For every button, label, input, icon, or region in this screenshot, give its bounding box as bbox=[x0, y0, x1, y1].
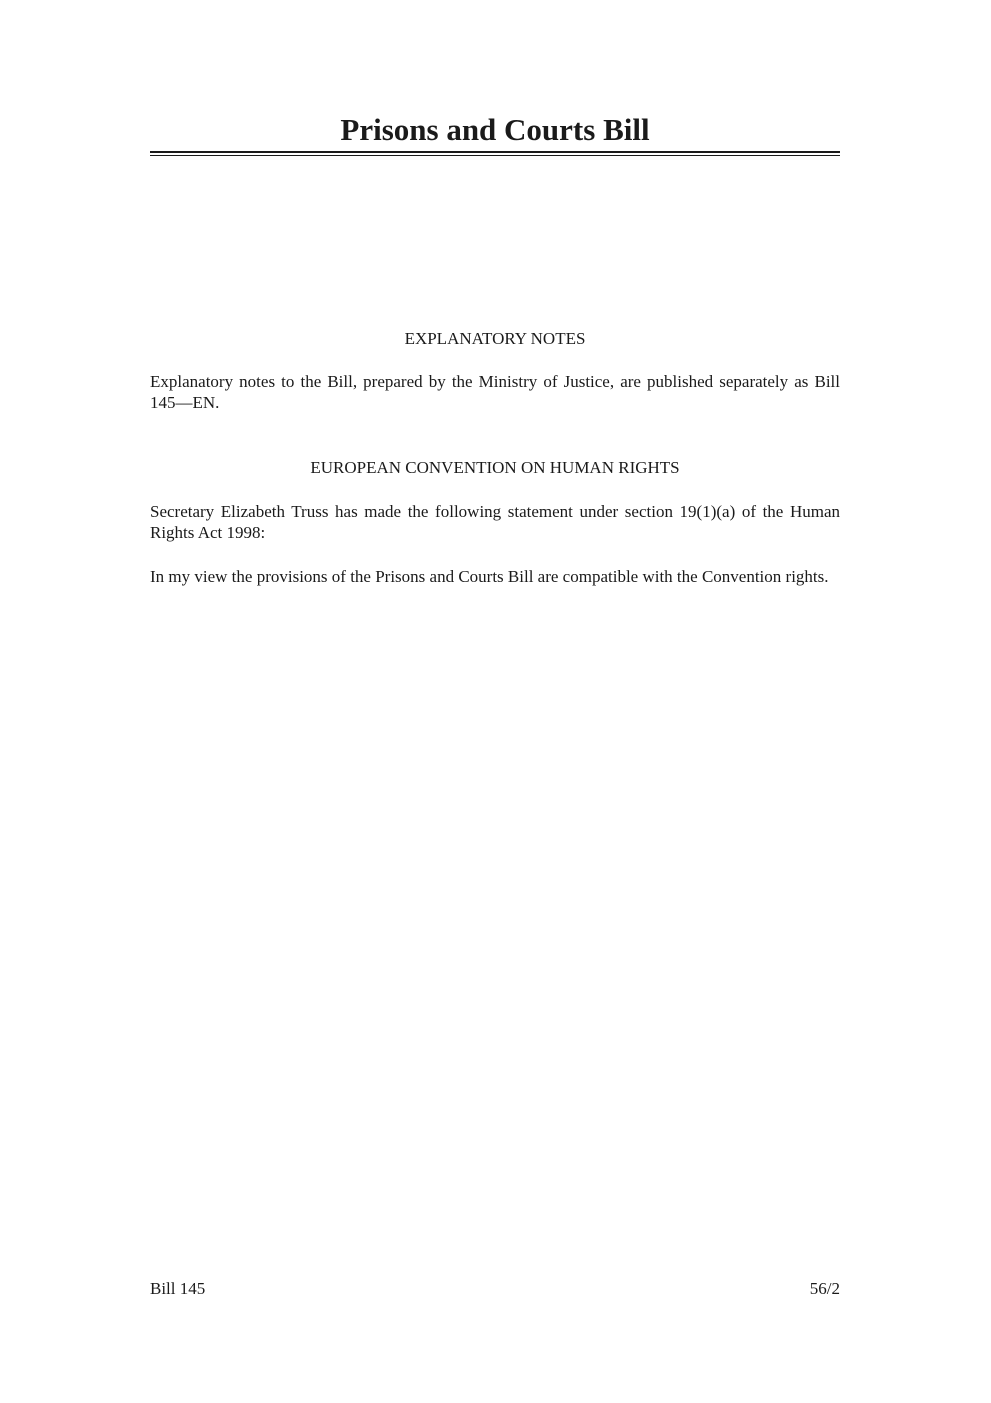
footer-print-reference: 56/2 bbox=[809, 1279, 840, 1298]
title-double-rule-top bbox=[150, 151, 840, 153]
title-double-rule-bottom bbox=[150, 155, 840, 156]
section-heading-echr: EUROPEAN CONVENTION ON HUMAN RIGHTS bbox=[310, 458, 680, 477]
document-title: Prisons and Courts Bill bbox=[340, 112, 650, 147]
footer-bill-number: Bill 145 bbox=[150, 1279, 206, 1298]
explanatory-notes-paragraph: Explanatory notes to the Bill, prepared by the Ministry of Justice, are published separately as Bill 145—EN. bbox=[150, 372, 840, 412]
section-heading-explanatory-notes: EXPLANATORY NOTES bbox=[404, 329, 586, 348]
echr-compatibility-paragraph: In my view the provisions of the Prisons and Courts Bill are compatible with the Convention rights. bbox=[150, 567, 829, 586]
echr-statement-paragraph: Secretary Elizabeth Truss has made the following statement under section 19(1)(a) of the Human Rights Act 1998: bbox=[150, 502, 840, 542]
document-page bbox=[150, 0, 840, 1403]
